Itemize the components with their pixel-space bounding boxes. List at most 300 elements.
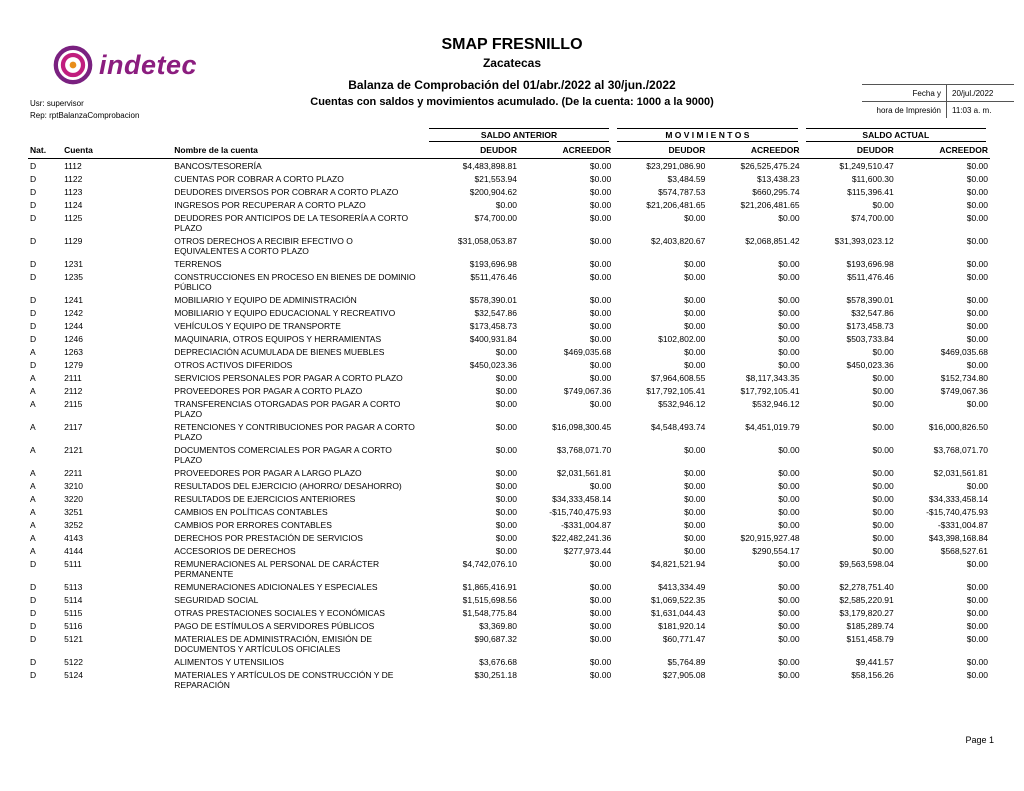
sa-acreedor-cell: $34,333,458.14 (552, 493, 612, 504)
nombre-cell: SERVICIOS PERSONALES POR PAGAR A CORTO PLAZO (174, 372, 403, 383)
sa-deudor-cell: $193,696.98 (469, 258, 517, 269)
sa-deudor-cell: $0.00 (495, 398, 517, 409)
nat-cell: D (30, 320, 37, 331)
sa-acreedor-cell: $0.00 (589, 620, 612, 631)
nat-cell: A (30, 519, 36, 530)
group-header-saldo-actual: SALDO ACTUAL (802, 128, 990, 142)
sa-acreedor-cell: $0.00 (589, 398, 612, 409)
sa-acreedor-cell: $0.00 (589, 271, 612, 282)
table-row (28, 371, 990, 384)
cuenta-cell: 4144 (64, 545, 83, 556)
table-row (28, 505, 990, 518)
sact-deudor-cell: $3,179,820.27 (839, 607, 894, 618)
cuenta-cell: 2211 (64, 467, 83, 478)
nat-cell: D (30, 620, 37, 631)
cuenta-cell: 1242 (64, 307, 83, 318)
sact-deudor-cell: $0.00 (872, 385, 894, 396)
sa-deudor-cell: $0.00 (495, 545, 517, 556)
mov-acreedor-cell: $13,438.23 (757, 173, 800, 184)
table-row (28, 619, 990, 632)
sa-acreedor-cell: $0.00 (589, 212, 612, 223)
cuenta-cell: 2111 (64, 372, 82, 383)
sact-acreedor-cell: $0.00 (966, 594, 988, 605)
nombre-cell: DEPRECIACIÓN ACUMULADA DE BIENES MUEBLES (174, 346, 385, 357)
table-row (28, 319, 990, 332)
entity-subtitle: Zacatecas (482, 56, 542, 70)
sa-deudor-cell: $0.00 (495, 493, 517, 504)
nombre-cell: MOBILIARIO Y EQUIPO DE ADMINISTRACIÓN (174, 294, 357, 305)
sa-acreedor-cell: $0.00 (589, 607, 612, 618)
nombre-cell: CAMBIOS POR ERRORES CONTABLES (174, 519, 332, 530)
sa-deudor-cell: $0.00 (495, 506, 517, 517)
mov-deudor-cell: $0.00 (684, 519, 706, 530)
print-datetime-box (862, 84, 1014, 118)
fecha-value: 20/jul./2022 (946, 85, 1014, 101)
sa-deudor-cell: $1,515,698.56 (462, 594, 517, 605)
sa-deudor-cell: $3,676.68 (479, 656, 517, 667)
nat-cell: D (30, 199, 37, 210)
mov-deudor-cell: $4,548,493.74 (651, 421, 706, 432)
sact-deudor-cell: $450,023.36 (846, 359, 894, 370)
table-row (28, 306, 990, 319)
sact-acreedor-cell: $0.00 (966, 581, 988, 592)
sact-deudor-cell: $0.00 (872, 532, 894, 543)
sa-acreedor-cell: $0.00 (589, 594, 612, 605)
nombre-cell: MAQUINARIA, OTROS EQUIPOS Y HERRAMIENTAS (174, 333, 382, 344)
sact-acreedor-cell: $16,000,826.50 (928, 421, 988, 432)
sa-deudor-cell: $0.00 (495, 199, 517, 210)
nat-cell: D (30, 235, 37, 246)
mov-deudor-cell: $3,484.59 (667, 173, 706, 184)
cuenta-cell: 5111 (64, 558, 82, 569)
mov-deudor-cell: $532,946.12 (658, 398, 706, 409)
cuenta-cell: 1241 (64, 294, 83, 305)
cuenta-cell: 1129 (64, 235, 83, 246)
sa-acreedor-cell: $0.00 (589, 359, 612, 370)
sa-acreedor-cell: $0.00 (589, 258, 612, 269)
mov-acreedor-cell: $0.00 (778, 307, 800, 318)
sa-acreedor-cell: $0.00 (589, 235, 612, 246)
group-header-row (28, 128, 990, 142)
sa-deudor-cell: $0.00 (495, 421, 517, 432)
table-row (28, 632, 990, 655)
cuenta-cell: 1123 (64, 186, 83, 197)
mov-deudor-cell: $60,771.47 (662, 633, 706, 644)
mov-acreedor-cell: $20,915,927.48 (740, 532, 800, 543)
mov-deudor-cell: $0.00 (684, 307, 706, 318)
nat-cell: A (30, 372, 36, 383)
sa-deudor-cell: $173,458.73 (469, 320, 517, 331)
table-row (28, 345, 990, 358)
sa-acreedor-cell: -$331,004.87 (561, 519, 612, 530)
cuenta-cell: 3251 (64, 506, 83, 517)
cuenta-cell: 4143 (64, 532, 83, 543)
nat-cell: D (30, 558, 37, 569)
sa-deudor-cell: $21,553.94 (474, 173, 517, 184)
mov-acreedor-cell: $0.00 (778, 212, 800, 223)
cuenta-cell: 1122 (64, 173, 83, 184)
nombre-cell: PROVEEDORES POR PAGAR A CORTO PLAZO (174, 385, 363, 396)
sa-acreedor-cell: $0.00 (589, 160, 612, 171)
col-header-sa-acreedor: ACREEDOR (519, 142, 613, 159)
mov-acreedor-cell: $660,295.74 (752, 186, 800, 197)
mov-acreedor-cell: $0.00 (778, 506, 800, 517)
table-row (28, 198, 990, 211)
cuenta-cell: 1263 (64, 346, 83, 357)
sa-acreedor-cell: $0.00 (589, 372, 612, 383)
table-row (28, 397, 990, 420)
sa-deudor-cell: $32,547.86 (474, 307, 517, 318)
sa-deudor-cell: $578,390.01 (469, 294, 517, 305)
cuenta-cell: 2117 (64, 421, 83, 432)
sact-deudor-cell: $2,278,751.40 (839, 581, 894, 592)
mov-deudor-cell: $21,206,481.65 (646, 199, 706, 210)
indetec-logo (52, 44, 197, 86)
sact-deudor-cell: $0.00 (872, 421, 894, 432)
cuenta-cell: 5122 (64, 656, 83, 667)
cuenta-cell: 5124 (64, 669, 83, 680)
sact-deudor-cell: $74,700.00 (851, 212, 894, 223)
nombre-cell: REMUNERACIONES ADICIONALES Y ESPECIALES (174, 581, 378, 592)
table-row (28, 580, 990, 593)
sact-deudor-cell: $0.00 (872, 519, 894, 530)
sact-acreedor-cell: -$15,740,475.93 (926, 506, 988, 517)
nat-cell: A (30, 385, 36, 396)
mov-deudor-cell: $0.00 (684, 506, 706, 517)
sact-deudor-cell: $185,289.74 (846, 620, 894, 631)
nombre-cell: MOBILIARIO Y EQUIPO EDUCACIONAL Y RECREATIVO (174, 307, 396, 318)
mov-deudor-cell: $17,792,105.41 (646, 385, 706, 396)
nombre-cell: MATERIALES Y ARTÍCULOS DE CONSTRUCCIÓN Y DE REPARACIÓN (174, 669, 394, 690)
table-row (28, 443, 990, 466)
table-row (28, 518, 990, 531)
sa-acreedor-cell: $0.00 (589, 333, 612, 344)
table-row (28, 655, 990, 668)
col-header-sact-acreedor: ACREEDOR (896, 142, 990, 159)
sact-acreedor-cell: $0.00 (966, 607, 988, 618)
sa-deudor-cell: $450,023.36 (469, 359, 517, 370)
sact-deudor-cell: $0.00 (872, 506, 894, 517)
table-row (28, 593, 990, 606)
sa-acreedor-cell: -$15,740,475.93 (549, 506, 612, 517)
nat-cell: A (30, 545, 36, 556)
sa-acreedor-cell: $0.00 (589, 294, 612, 305)
nombre-cell: DEUDORES POR ANTICIPOS DE LA TESORERÍA A CORTO PLAZO (174, 212, 409, 233)
sa-deudor-cell: $4,483,898.81 (462, 160, 517, 171)
table-row (28, 531, 990, 544)
sa-acreedor-cell: $0.00 (589, 199, 612, 210)
nat-cell: D (30, 307, 37, 318)
sa-deudor-cell: $400,931.84 (469, 333, 517, 344)
sa-deudor-cell: $30,251.18 (474, 669, 517, 680)
table-row (28, 466, 990, 479)
balance-table (28, 128, 990, 691)
mov-acreedor-cell: $532,946.12 (752, 398, 800, 409)
mov-deudor-cell: $5,764.89 (667, 656, 706, 667)
nombre-cell: TERRENOS (174, 258, 222, 269)
sact-deudor-cell: $0.00 (872, 199, 894, 210)
sact-acreedor-cell: $0.00 (966, 320, 988, 331)
table-row (28, 606, 990, 619)
nombre-cell: MATERIALES DE ADMINISTRACIÓN, EMISIÓN DE DOCUMENTOS Y ARTÍCULOS OFICIALES (174, 633, 373, 654)
cuenta-cell: 5115 (64, 607, 83, 618)
cuenta-cell: 1246 (64, 333, 83, 344)
sact-deudor-cell: $0.00 (872, 372, 894, 383)
sa-acreedor-cell: $0.00 (589, 480, 612, 491)
mov-acreedor-cell: $0.00 (778, 480, 800, 491)
sa-deudor-cell: $0.00 (495, 480, 517, 491)
sa-deudor-cell: $0.00 (495, 346, 517, 357)
print-time-row (862, 101, 1014, 118)
nombre-cell: RESULTADOS DEL EJERCICIO (AHORRO/ DESAHORRO) (174, 480, 402, 491)
mov-acreedor-cell: $0.00 (778, 656, 800, 667)
col-header-nombre: Nombre de la cuenta (172, 142, 425, 159)
nombre-cell: ACCESORIOS DE DERECHOS (174, 545, 296, 556)
sact-deudor-cell: $193,696.98 (846, 258, 894, 269)
sa-acreedor-cell: $0.00 (589, 320, 612, 331)
table-row (28, 420, 990, 443)
nombre-cell: DEUDORES DIVERSOS POR COBRAR A CORTO PLAZO (174, 186, 399, 197)
nombre-cell: INGRESOS POR RECUPERAR A CORTO PLAZO (174, 199, 366, 210)
nat-cell: D (30, 173, 37, 184)
sact-deudor-cell: $32,547.86 (851, 307, 894, 318)
nat-cell: D (30, 607, 37, 618)
table-row (28, 668, 990, 691)
print-date-row (862, 84, 1014, 101)
sa-acreedor-cell: $0.00 (589, 633, 612, 644)
indetec-logo-icon (52, 44, 94, 86)
table-row (28, 358, 990, 371)
fecha-label: Fecha y (912, 89, 941, 98)
sact-acreedor-cell: $2,031,561.81 (933, 467, 988, 478)
cuenta-cell: 1125 (64, 212, 83, 223)
nombre-cell: PAGO DE ESTÍMULOS A SERVIDORES PÚBLICOS (174, 620, 375, 631)
cuenta-cell: 5121 (64, 633, 83, 644)
sa-acreedor-cell: $2,031,561.81 (556, 467, 612, 478)
sact-acreedor-cell: $0.00 (966, 656, 988, 667)
mov-acreedor-cell: $0.00 (778, 444, 800, 455)
nat-cell: A (30, 444, 36, 455)
nombre-cell: BANCOS/TESORERÍA (174, 160, 262, 171)
sa-deudor-cell: $0.00 (495, 444, 517, 455)
sact-acreedor-cell: $0.00 (966, 186, 988, 197)
sa-deudor-cell: $0.00 (495, 372, 517, 383)
nat-cell: D (30, 633, 37, 644)
sact-deudor-cell: $0.00 (872, 444, 894, 455)
user-label: Usr: supervisor (30, 99, 84, 108)
sact-acreedor-cell: $0.00 (966, 235, 988, 246)
sact-acreedor-cell: $0.00 (966, 173, 988, 184)
sact-acreedor-cell: $0.00 (966, 271, 988, 282)
col-header-mov-acreedor: ACREEDOR (707, 142, 801, 159)
sact-acreedor-cell: $749,067.36 (940, 385, 988, 396)
sa-acreedor-cell: $0.00 (589, 581, 612, 592)
sact-acreedor-cell: $0.00 (966, 633, 988, 644)
mov-acreedor-cell: $0.00 (778, 519, 800, 530)
table-row (28, 479, 990, 492)
sa-acreedor-cell: $277,973.44 (563, 545, 612, 556)
sact-acreedor-cell: $34,333,458.14 (928, 493, 988, 504)
sact-deudor-cell: $0.00 (872, 480, 894, 491)
table-row (28, 544, 990, 557)
sact-acreedor-cell: $0.00 (966, 294, 988, 305)
sact-acreedor-cell: $152,734.80 (940, 372, 988, 383)
mov-deudor-cell: $0.00 (684, 320, 706, 331)
nat-cell: A (30, 532, 36, 543)
mov-acreedor-cell: $4,451,019.79 (745, 421, 800, 432)
table-row (28, 185, 990, 198)
cuenta-cell: 3220 (64, 493, 83, 504)
nombre-cell: REMUNERACIONES AL PERSONAL DE CARÁCTER PERMANENTE (174, 558, 380, 579)
mov-acreedor-cell: $21,206,481.65 (740, 199, 800, 210)
sa-acreedor-cell: $3,768,071.70 (556, 444, 612, 455)
sact-deudor-cell: $0.00 (872, 467, 894, 478)
sact-acreedor-cell: $0.00 (966, 307, 988, 318)
mov-deudor-cell: $2,403,820.67 (651, 235, 706, 246)
sact-deudor-cell: $2,585,220.91 (839, 594, 894, 605)
nombre-cell: ALIMENTOS Y UTENSILIOS (174, 656, 284, 667)
mov-deudor-cell: $0.00 (684, 359, 706, 370)
sact-deudor-cell: $0.00 (872, 398, 894, 409)
nat-cell: D (30, 212, 37, 223)
sact-deudor-cell: $578,390.01 (846, 294, 894, 305)
sa-acreedor-cell: $0.00 (589, 656, 612, 667)
mov-deudor-cell: $0.00 (684, 480, 706, 491)
nat-cell: A (30, 398, 36, 409)
sact-deudor-cell: $0.00 (872, 346, 894, 357)
nat-cell: D (30, 186, 37, 197)
nombre-cell: DOCUMENTOS COMERCIALES POR PAGAR A CORTO PLAZO (174, 444, 392, 465)
sact-acreedor-cell: $0.00 (966, 669, 988, 680)
mov-acreedor-cell: $0.00 (778, 607, 800, 618)
sact-acreedor-cell: $0.00 (966, 359, 988, 370)
sact-deudor-cell: $9,441.57 (855, 656, 894, 667)
sact-acreedor-cell: -$331,004.87 (937, 519, 988, 530)
hora-value: 11:03 a. m. (946, 102, 1014, 118)
cuenta-cell: 3210 (64, 480, 83, 491)
nat-cell: D (30, 359, 37, 370)
report-title: Balanza de Comprobación del 01/abr./2022 al 30/jun./2022 (348, 78, 676, 92)
sact-deudor-cell: $173,458.73 (846, 320, 894, 331)
nat-cell: D (30, 581, 37, 592)
table-row (28, 293, 990, 306)
sa-deudor-cell: $90,687.32 (474, 633, 517, 644)
sact-acreedor-cell: $0.00 (966, 160, 988, 171)
mov-deudor-cell: $0.00 (684, 258, 706, 269)
mov-deudor-cell: $4,821,521.94 (651, 558, 706, 569)
nat-cell: A (30, 480, 36, 491)
nombre-cell: DERECHOS POR PRESTACIÓN DE SERVICIOS (174, 532, 363, 543)
group-header-spacer (28, 128, 425, 142)
sa-deudor-cell: $0.00 (495, 519, 517, 530)
cuenta-cell: 2112 (64, 385, 83, 396)
nombre-cell: CUENTAS POR COBRAR A CORTO PLAZO (174, 173, 344, 184)
col-header-mov-deudor: DEUDOR (613, 142, 707, 159)
table-row (28, 492, 990, 505)
sact-acreedor-cell: $469,035.68 (940, 346, 988, 357)
sact-acreedor-cell: $0.00 (966, 480, 988, 491)
sact-acreedor-cell: $43,398,168.84 (928, 532, 988, 543)
mov-acreedor-cell: $0.00 (778, 271, 800, 282)
mov-acreedor-cell: $0.00 (778, 346, 800, 357)
mov-deudor-cell: $102,802.00 (658, 333, 706, 344)
table-row (28, 257, 990, 270)
sact-acreedor-cell: $0.00 (966, 212, 988, 223)
nombre-cell: OTROS DERECHOS A RECIBIR EFECTIVO O EQUIVALENTES A CORTO PLAZO (174, 235, 353, 256)
sact-acreedor-cell: $0.00 (966, 620, 988, 631)
mov-deudor-cell: $1,631,044.43 (651, 607, 706, 618)
table-row (28, 172, 990, 185)
sa-acreedor-cell: $0.00 (589, 186, 612, 197)
sa-deudor-cell: $74,700.00 (474, 212, 517, 223)
sa-acreedor-cell: $0.00 (589, 173, 612, 184)
mov-acreedor-cell: $0.00 (778, 320, 800, 331)
sact-acreedor-cell: $3,768,071.70 (933, 444, 988, 455)
nombre-cell: TRANSFERENCIAS OTORGADAS POR PAGAR A CORTO PLAZO (174, 398, 401, 419)
mov-deudor-cell: $0.00 (684, 545, 706, 556)
mov-acreedor-cell: $0.00 (778, 633, 800, 644)
cuenta-cell: 1235 (64, 271, 83, 282)
mov-deudor-cell: $0.00 (684, 532, 706, 543)
nombre-cell: SEGURIDAD SOCIAL (174, 594, 259, 605)
cuenta-cell: 1244 (64, 320, 83, 331)
sa-deudor-cell: $0.00 (495, 385, 517, 396)
sa-acreedor-cell: $749,067.36 (563, 385, 612, 396)
sa-acreedor-cell: $0.00 (589, 558, 612, 569)
nombre-cell: CONSTRUCCIONES EN PROCESO EN BIENES DE DOMINIO PÚBLICO (174, 271, 416, 292)
group-header-saldo-anterior: SALDO ANTERIOR (425, 128, 613, 142)
mov-acreedor-cell: $0.00 (778, 594, 800, 605)
cuenta-cell: 2121 (64, 444, 83, 455)
mov-acreedor-cell: $26,525,475.24 (740, 160, 800, 171)
sa-acreedor-cell: $22,482,241.36 (552, 532, 612, 543)
nombre-cell: CAMBIOS EN POLÍTICAS CONTABLES (174, 506, 328, 517)
mov-acreedor-cell: $8,117,343.35 (745, 372, 800, 383)
col-header-sact-deudor: DEUDOR (802, 142, 896, 159)
nombre-cell: RESULTADOS DE EJERCICIOS ANTERIORES (174, 493, 356, 504)
mov-acreedor-cell: $0.00 (778, 467, 800, 478)
mov-acreedor-cell: $0.00 (778, 558, 800, 569)
table-row (28, 159, 990, 173)
nat-cell: A (30, 421, 36, 432)
mov-acreedor-cell: $0.00 (778, 581, 800, 592)
sa-deudor-cell: $0.00 (495, 467, 517, 478)
sact-deudor-cell: $503,733.84 (846, 333, 894, 344)
sa-deudor-cell: $4,742,076.10 (462, 558, 517, 569)
mov-deudor-cell: $0.00 (684, 444, 706, 455)
sact-deudor-cell: $31,393,023.12 (834, 235, 894, 246)
sa-deudor-cell: $1,865,416.91 (462, 581, 517, 592)
nat-cell: A (30, 493, 36, 504)
mov-acreedor-cell: $0.00 (778, 258, 800, 269)
mov-deudor-cell: $1,069,522.35 (651, 594, 706, 605)
sa-deudor-cell: $1,548,775.84 (462, 607, 517, 618)
sa-deudor-cell: $3,369.80 (479, 620, 517, 631)
balance-table-body (28, 159, 990, 692)
sa-deudor-cell: $511,476.46 (470, 271, 517, 282)
nat-cell: D (30, 160, 37, 171)
mov-acreedor-cell: $0.00 (778, 669, 800, 680)
report-id-label: Rep: rptBalanzaComprobacion (30, 111, 140, 120)
sact-deudor-cell: $9,563,598.04 (839, 558, 894, 569)
sact-deudor-cell: $1,249,510.47 (839, 160, 894, 171)
table-row (28, 270, 990, 293)
sact-deudor-cell: $115,396.41 (847, 186, 894, 197)
table-row (28, 211, 990, 234)
mov-deudor-cell: $0.00 (684, 493, 706, 504)
nombre-cell: OTROS ACTIVOS DIFERIDOS (174, 359, 293, 370)
hora-label: hora de Impresión (876, 106, 941, 115)
